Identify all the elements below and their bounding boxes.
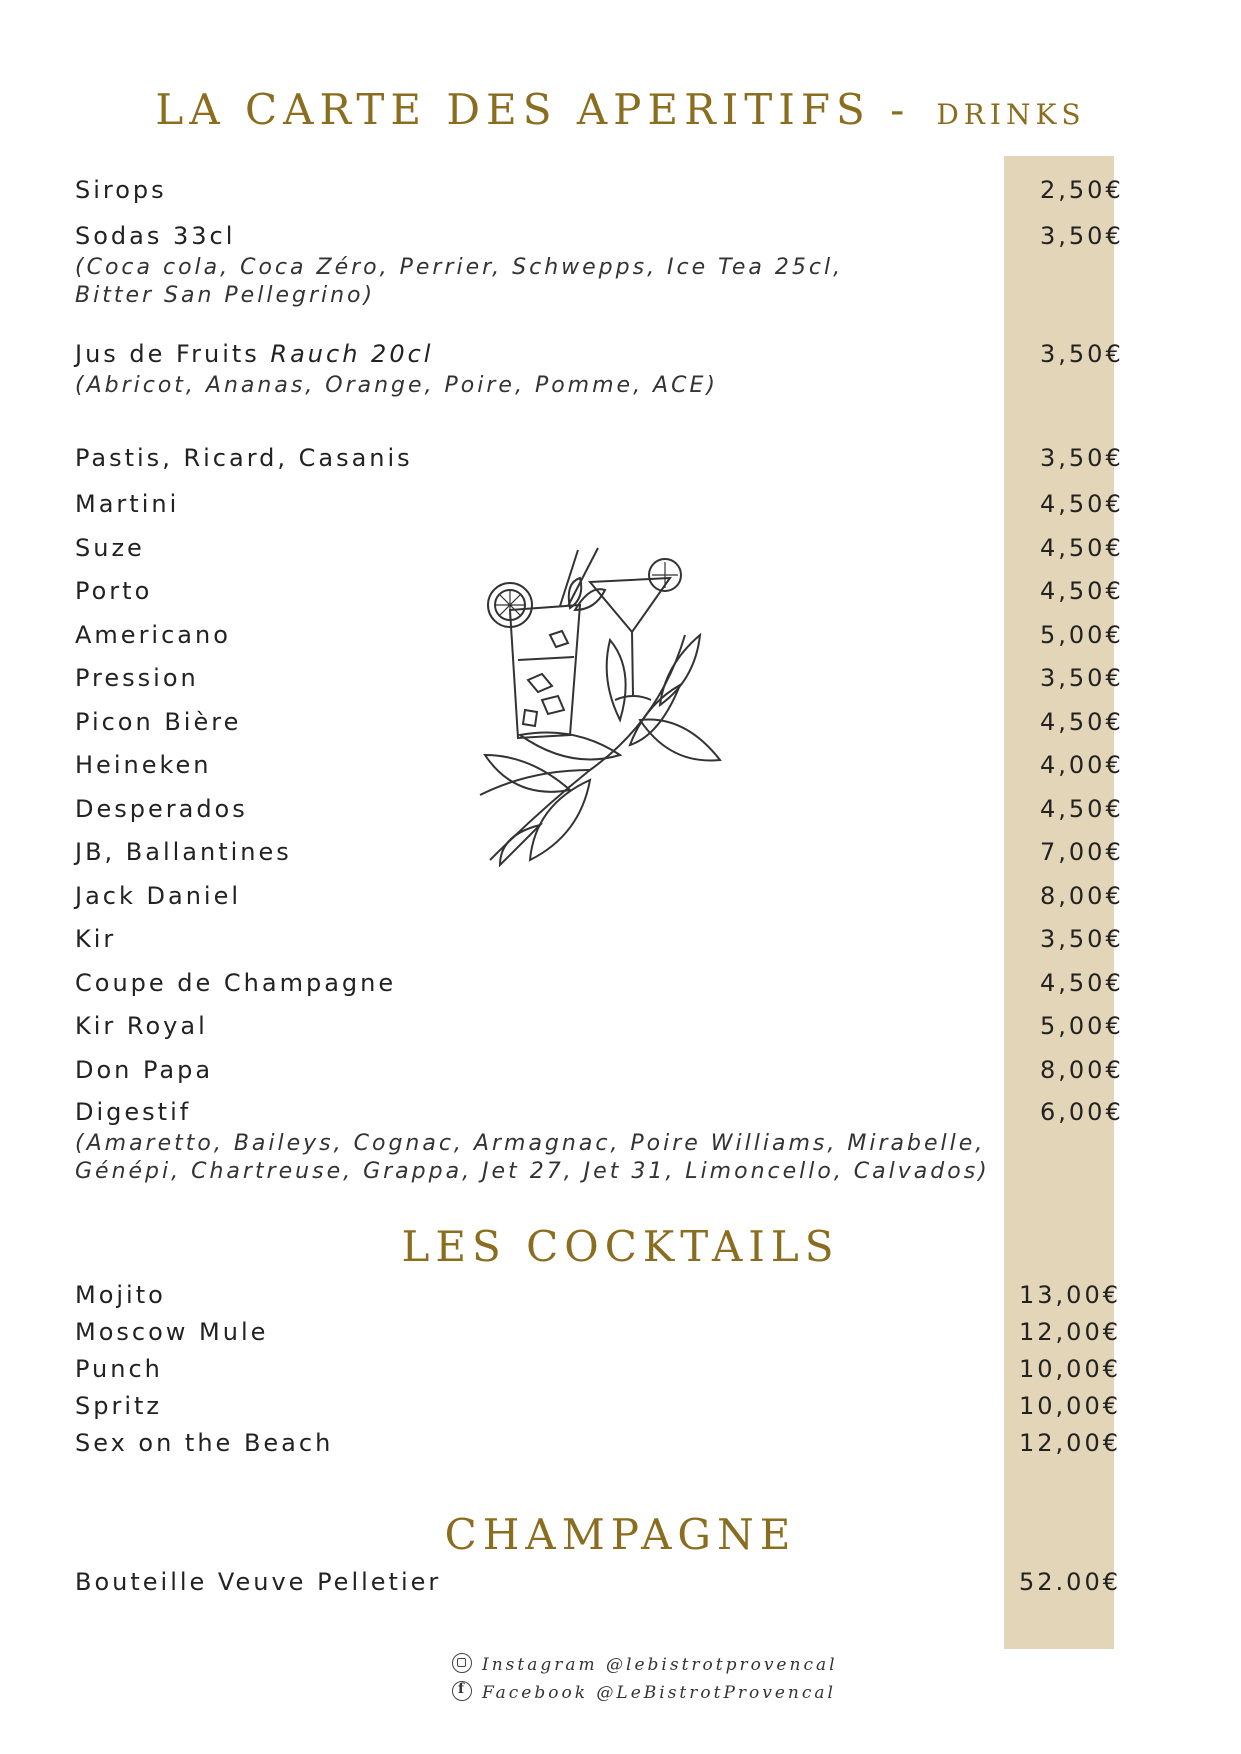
menu-item	[75, 222, 1124, 312]
item-price: 10,00€	[1019, 1355, 1121, 1383]
item-price: 5,00€	[1040, 621, 1124, 649]
facebook-handle: Facebook @LeBistrotProvencal	[482, 1683, 836, 1703]
item-price: 7,00€	[1040, 838, 1124, 866]
item-name: Porto	[75, 577, 153, 605]
item-price: 4,50€	[1040, 534, 1124, 562]
facebook-link[interactable]	[452, 1681, 836, 1703]
item-name: Sex on the Beach	[75, 1429, 334, 1457]
item-name: Martini	[75, 490, 180, 518]
item-name: Picon Bière	[75, 708, 242, 736]
page-title	[0, 85, 1241, 134]
item-price: 4,50€	[1040, 490, 1124, 518]
item-price: 10,00€	[1019, 1392, 1121, 1420]
item-price: 2,50€	[1040, 176, 1124, 204]
item-name: Suze	[75, 534, 145, 562]
cocktail-illustration-icon	[470, 540, 810, 940]
item-price: 3,50€	[1040, 340, 1124, 368]
menu-item	[75, 444, 1124, 484]
item-name: Sirops	[75, 176, 167, 204]
item-name: Don Papa	[75, 1056, 214, 1084]
item-price: 8,00€	[1040, 1056, 1124, 1084]
item-name: Jack Daniel	[75, 882, 242, 910]
item-description: (Abricot, Ananas, Orange, Poire, Pomme, ACE)	[75, 373, 718, 398]
item-name: Mojito	[75, 1281, 166, 1309]
item-price: 5,00€	[1040, 1012, 1124, 1040]
title-main: LA CARTE DES APERITIFS -	[155, 85, 911, 134]
item-name	[75, 340, 433, 368]
item-price: 4,50€	[1040, 708, 1124, 736]
menu-item	[75, 1429, 1120, 1469]
item-name: Bouteille Veuve Pelletier	[75, 1568, 442, 1596]
facebook-icon	[452, 1681, 472, 1701]
item-price: 12,00€	[1019, 1318, 1121, 1346]
item-price: 6,00€	[1040, 1098, 1124, 1126]
menu-item	[75, 176, 1124, 216]
item-price: 4,50€	[1040, 969, 1124, 997]
item-description: (Amaretto, Baileys, Cognac, Armagnac, Poire Williams, Mirabelle,	[75, 1131, 986, 1156]
item-price: 12,00€	[1019, 1429, 1121, 1457]
item-description: Génépi, Chartreuse, Grappa, Jet 27, Jet 31, Limoncello, Calvados)	[75, 1159, 990, 1184]
item-name: Americano	[75, 621, 231, 649]
menu-item	[75, 1392, 1120, 1432]
item-price: 13,00€	[1019, 1281, 1121, 1309]
item-name: Pastis, Ricard, Casanis	[75, 444, 413, 472]
menu-item	[75, 1281, 1120, 1321]
item-name: Coupe de Champagne	[75, 969, 397, 997]
item-name: Sodas 33cl	[75, 222, 236, 250]
item-price: 3,50€	[1040, 444, 1124, 472]
menu-item	[75, 969, 1124, 1009]
champagne-title: CHAMPAGNE	[444, 1510, 797, 1559]
item-price: 8,00€	[1040, 882, 1124, 910]
item-price: 4,00€	[1040, 751, 1124, 779]
instagram-handle: Instagram @lebistrotprovencal	[482, 1655, 838, 1675]
menu-item	[75, 1568, 1120, 1608]
item-price: 3,50€	[1040, 925, 1124, 953]
instagram-link[interactable]	[452, 1653, 838, 1675]
menu-item	[75, 340, 1124, 410]
menu-item	[75, 1012, 1124, 1052]
menu-item	[75, 490, 1124, 530]
item-price: 4,50€	[1040, 795, 1124, 823]
menu-item	[75, 1318, 1120, 1358]
menu-item	[75, 1056, 1124, 1096]
item-name: Pression	[75, 664, 199, 692]
item-description: (Coca cola, Coca Zéro, Perrier, Schwepps, Ice Tea 25cl,	[75, 255, 844, 280]
item-name: JB, Ballantines	[75, 838, 292, 866]
item-price: 3,50€	[1040, 664, 1124, 692]
item-name: Moscow Mule	[75, 1318, 269, 1346]
cocktails-title: LES COCKTAILS	[401, 1222, 840, 1271]
title-subtitle: DRINKS	[936, 98, 1086, 131]
item-name-text: Jus de Fruits	[75, 340, 260, 368]
item-name: Kir Royal	[75, 1012, 208, 1040]
item-name: Kir	[75, 925, 117, 953]
item-name: Desperados	[75, 795, 248, 823]
item-name-italic: Rauch 20cl	[270, 340, 434, 368]
item-name: Digestif	[75, 1098, 192, 1126]
menu-item	[75, 1098, 1124, 1188]
item-price: 3,50€	[1040, 222, 1124, 250]
item-name: Spritz	[75, 1392, 163, 1420]
item-price: 4,50€	[1040, 577, 1124, 605]
instagram-icon	[452, 1653, 472, 1673]
menu-item	[75, 1355, 1120, 1395]
item-name: Punch	[75, 1355, 163, 1383]
item-description: Bitter San Pellegrino)	[75, 283, 376, 308]
item-price: 52.00€	[1019, 1568, 1121, 1596]
item-name: Heineken	[75, 751, 212, 779]
